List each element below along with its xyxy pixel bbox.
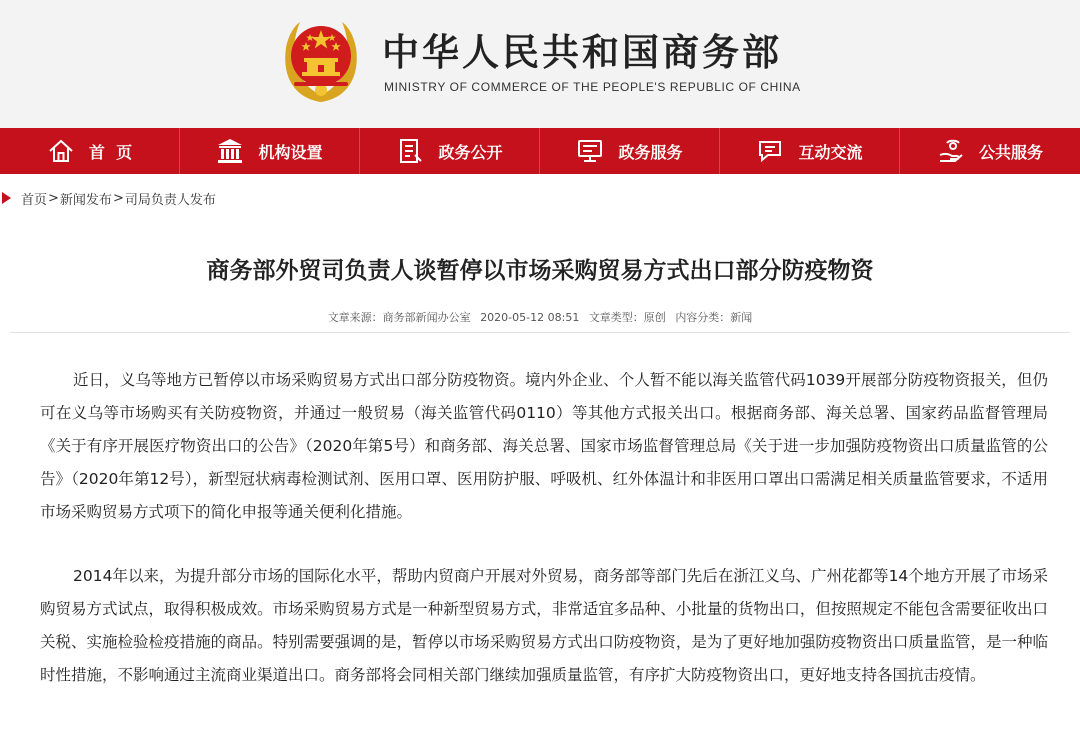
nav-item-government-services[interactable]: [540, 128, 720, 174]
article-source: 文章来源：商务部新闻办公室: [327, 311, 471, 324]
article-meta: [0, 309, 1080, 325]
article-paragraph: 近日，义乌等地方已暂停以市场采购贸易方式出口部分防疫物资。境内外企业、个人暂不能以海关监管代码1039开展部分防疫物资报关，但仍可在义乌等市场购买有关防疫物资，并通过一般贸易（海关监管代码0110）等其他方式报关出口。根据商务部、海关总署、国家药品监督管理局《关于有序开展医疗物资出口的公告》（2020年第5号）和商务部、海关总署、国家市场监督管理总局《关于进一步加强防疫物资出口质量监管的公告》（2020年第12号），新型冠状病毒检测试剂、医用口罩、医用防护服、呼吸机、红外体温计和非医用口罩出口需满足相关质量监管要求，不适用市场采购贸易方式项下的简化申报等通关便利化措施。: [40, 371, 1048, 521]
breadcrumb-home[interactable]: 首页: [21, 192, 48, 208]
article-title: 商务部外贸司负责人谈暂停以市场采购贸易方式出口部分防疫物资: [206, 258, 874, 284]
hand-service-icon: [937, 137, 965, 165]
divider: [10, 332, 1070, 333]
nav-label: 政务公开: [438, 142, 503, 162]
chat-icon: [756, 137, 784, 165]
breadcrumb-news[interactable]: 新闻发布: [59, 192, 112, 208]
nav-item-home[interactable]: [0, 128, 180, 174]
article-type: 文章类型：原创: [588, 311, 666, 324]
national-emblem-icon[interactable]: [280, 14, 362, 106]
article-date: 2020-05-12 08:51: [480, 311, 580, 324]
article-category: 内容分类：新闻: [675, 311, 753, 324]
nav-item-organization[interactable]: [180, 128, 360, 174]
breadcrumb-department-releases[interactable]: 司局负责人发布: [124, 192, 216, 208]
site-title: 中华人民共和国商务部: [382, 31, 782, 74]
nav-item-public-services[interactable]: [900, 128, 1080, 174]
breadcrumb-separator: >: [112, 190, 124, 206]
main-nav: [0, 128, 1080, 174]
site-subtitle: MINISTRY OF COMMERCE OF THE PEOPLE'S REPUBLIC OF CHINA: [384, 80, 801, 94]
breadcrumb: [2, 189, 216, 207]
monitor-icon: [576, 137, 604, 165]
nav-label: 首 页: [88, 142, 133, 162]
building-icon: [216, 137, 244, 165]
nav-label: 机构设置: [258, 142, 323, 162]
document-icon: [396, 137, 424, 165]
nav-item-interaction[interactable]: [720, 128, 900, 174]
nav-label: 互动交流: [798, 142, 863, 162]
article-paragraph: 2014年以来，为提升部分市场的国际化水平，帮助内贸商户开展对外贸易，商务部等部门先后在浙江义乌、广州花都等14个地方开展了市场采购贸易方式试点，取得积极成效。市场采购贸易方式是一种新型贸易方式，非常适宜多品种、小批量的货物出口，但按照规定不能包含需要征收出口关税、实施检验检疫措施的商品。特别需要强调的是，暂停以市场采购贸易方式出口防疫物资，是为了更好地加强防疫物资出口质量监管，是一种临时性措施，不影响通过主流商业渠道出口。商务部将会同相关部门继续加强质量监管，有序扩大防疫物资出口，更好地支持各国抗击疫情。: [40, 567, 1048, 684]
breadcrumb-separator: >: [48, 190, 59, 206]
nav-item-government-affairs[interactable]: [360, 128, 540, 174]
breadcrumb-arrow-icon: [2, 192, 11, 204]
home-icon: [47, 137, 75, 165]
site-header: [0, 0, 1080, 128]
nav-label: 政务服务: [618, 142, 683, 162]
nav-label: 公共服务: [978, 142, 1043, 162]
